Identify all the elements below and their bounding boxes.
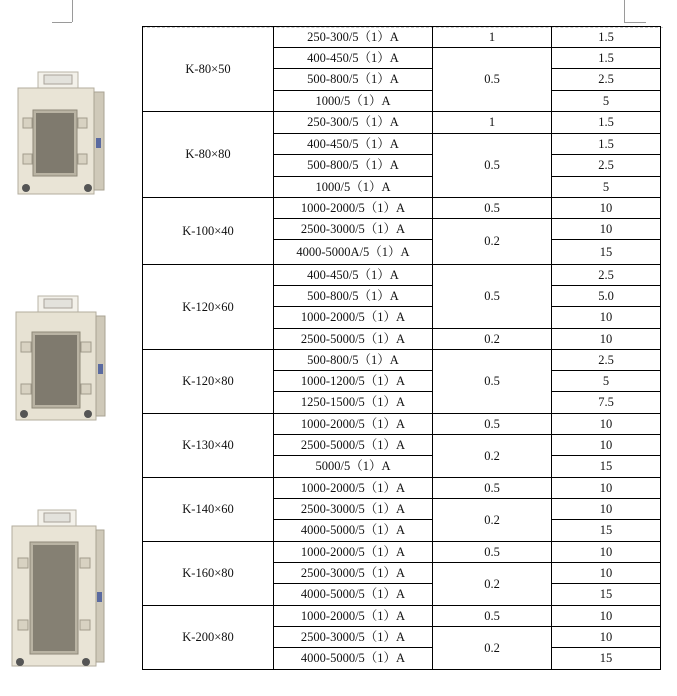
capacity-cell: 2.5 bbox=[552, 350, 661, 371]
ratio-cell: 250-300/5（1）A bbox=[274, 112, 433, 134]
capacity-cell: 10 bbox=[552, 307, 661, 329]
accuracy-cell: 1 bbox=[433, 112, 552, 134]
capacity-cell: 2.5 bbox=[552, 265, 661, 286]
accuracy-cell: 0.2 bbox=[433, 499, 552, 542]
product-photo bbox=[6, 508, 106, 672]
ratio-cell: 1000-2000/5（1）A bbox=[274, 478, 433, 499]
capacity-cell: 1.5 bbox=[552, 134, 661, 155]
accuracy-cell: 0.2 bbox=[433, 219, 552, 265]
accuracy-cell: 0.2 bbox=[433, 329, 552, 350]
accuracy-cell: 0.5 bbox=[433, 542, 552, 563]
product-photo bbox=[8, 292, 108, 432]
capacity-cell: 15 bbox=[552, 456, 661, 478]
accuracy-cell: 0.2 bbox=[433, 627, 552, 670]
table-row bbox=[143, 350, 661, 371]
model-cell: K-80×80 bbox=[143, 112, 274, 198]
capacity-cell: 15 bbox=[552, 240, 661, 265]
model-cell: K-120×60 bbox=[143, 265, 274, 350]
capacity-cell: 10 bbox=[552, 563, 661, 584]
ratio-cell: 4000-5000A/5（1）A bbox=[274, 240, 433, 265]
table-row bbox=[143, 198, 661, 219]
ratio-cell: 4000-5000/5（1）A bbox=[274, 584, 433, 606]
model-cell: K-80×50 bbox=[143, 27, 274, 112]
crop-mark bbox=[52, 22, 72, 23]
capacity-cell: 1.5 bbox=[552, 48, 661, 69]
capacity-cell: 10 bbox=[552, 627, 661, 648]
table-row bbox=[143, 606, 661, 627]
capacity-cell: 15 bbox=[552, 648, 661, 670]
accuracy-cell: 0.5 bbox=[433, 606, 552, 627]
accuracy-cell: 0.5 bbox=[433, 350, 552, 414]
accuracy-cell: 0.5 bbox=[433, 265, 552, 329]
ratio-cell: 1000/5（1）A bbox=[274, 177, 433, 198]
ratio-cell: 400-450/5（1）A bbox=[274, 134, 433, 155]
table-row bbox=[143, 265, 661, 286]
model-cell: K-100×40 bbox=[143, 198, 274, 265]
capacity-cell: 1.5 bbox=[552, 27, 661, 48]
spec-table bbox=[142, 26, 661, 670]
capacity-cell: 10 bbox=[552, 499, 661, 520]
accuracy-cell: 0.5 bbox=[433, 414, 552, 435]
model-cell: K-140×60 bbox=[143, 478, 274, 542]
capacity-cell: 10 bbox=[552, 606, 661, 627]
ratio-cell: 500-800/5（1）A bbox=[274, 155, 433, 177]
capacity-cell: 10 bbox=[552, 329, 661, 350]
ratio-cell: 1250-1500/5（1）A bbox=[274, 392, 433, 414]
ratio-cell: 5000/5（1）A bbox=[274, 456, 433, 478]
table-row bbox=[143, 542, 661, 563]
capacity-cell: 7.5 bbox=[552, 392, 661, 414]
capacity-cell: 2.5 bbox=[552, 69, 661, 91]
capacity-cell: 5 bbox=[552, 371, 661, 392]
model-cell: K-120×80 bbox=[143, 350, 274, 414]
capacity-cell: 15 bbox=[552, 584, 661, 606]
table-row bbox=[143, 112, 661, 134]
capacity-cell: 2.5 bbox=[552, 155, 661, 177]
ratio-cell: 500-800/5（1）A bbox=[274, 350, 433, 371]
accuracy-cell: 0.5 bbox=[433, 198, 552, 219]
accuracy-cell: 0.5 bbox=[433, 478, 552, 499]
ratio-cell: 1000-2000/5（1）A bbox=[274, 307, 433, 329]
model-cell: K-160×80 bbox=[143, 542, 274, 606]
ratio-cell: 2500-3000/5（1）A bbox=[274, 627, 433, 648]
ratio-cell: 4000-5000/5（1）A bbox=[274, 648, 433, 670]
capacity-cell: 10 bbox=[552, 478, 661, 499]
capacity-cell: 10 bbox=[552, 435, 661, 456]
ratio-cell: 1000-2000/5（1）A bbox=[274, 198, 433, 219]
ratio-cell: 2500-3000/5（1）A bbox=[274, 219, 433, 240]
accuracy-cell: 1 bbox=[433, 27, 552, 48]
model-cell: K-130×40 bbox=[143, 414, 274, 478]
crop-mark bbox=[72, 0, 73, 22]
ratio-cell: 2500-3000/5（1）A bbox=[274, 499, 433, 520]
ratio-cell: 400-450/5（1）A bbox=[274, 265, 433, 286]
capacity-cell: 5.0 bbox=[552, 286, 661, 307]
accuracy-cell: 0.2 bbox=[433, 563, 552, 606]
ratio-cell: 4000-5000/5（1）A bbox=[274, 520, 433, 542]
ratio-cell: 1000/5（1）A bbox=[274, 91, 433, 112]
product-photo bbox=[8, 66, 108, 206]
accuracy-cell: 0.2 bbox=[433, 435, 552, 478]
capacity-cell: 10 bbox=[552, 219, 661, 240]
model-cell: K-200×80 bbox=[143, 606, 274, 670]
ratio-cell: 1000-2000/5（1）A bbox=[274, 606, 433, 627]
spec-table-body bbox=[143, 27, 661, 670]
crop-mark bbox=[624, 22, 646, 23]
accuracy-cell: 0.5 bbox=[433, 48, 552, 112]
capacity-cell: 10 bbox=[552, 198, 661, 219]
table-row bbox=[143, 27, 661, 48]
table-row bbox=[143, 414, 661, 435]
table-row bbox=[143, 478, 661, 499]
ratio-cell: 1000-2000/5（1）A bbox=[274, 414, 433, 435]
capacity-cell: 10 bbox=[552, 542, 661, 563]
capacity-cell: 15 bbox=[552, 520, 661, 542]
ratio-cell: 1000-1200/5（1）A bbox=[274, 371, 433, 392]
ratio-cell: 400-450/5（1）A bbox=[274, 48, 433, 69]
ratio-cell: 500-800/5（1）A bbox=[274, 286, 433, 307]
ratio-cell: 2500-5000/5（1）A bbox=[274, 329, 433, 350]
ratio-cell: 2500-5000/5（1）A bbox=[274, 435, 433, 456]
ratio-cell: 250-300/5（1）A bbox=[274, 27, 433, 48]
ratio-cell: 1000-2000/5（1）A bbox=[274, 542, 433, 563]
ratio-cell: 2500-3000/5（1）A bbox=[274, 563, 433, 584]
capacity-cell: 5 bbox=[552, 91, 661, 112]
accuracy-cell: 0.5 bbox=[433, 134, 552, 198]
capacity-cell: 10 bbox=[552, 414, 661, 435]
ratio-cell: 500-800/5（1）A bbox=[274, 69, 433, 91]
crop-mark bbox=[624, 0, 625, 22]
capacity-cell: 1.5 bbox=[552, 112, 661, 134]
capacity-cell: 5 bbox=[552, 177, 661, 198]
